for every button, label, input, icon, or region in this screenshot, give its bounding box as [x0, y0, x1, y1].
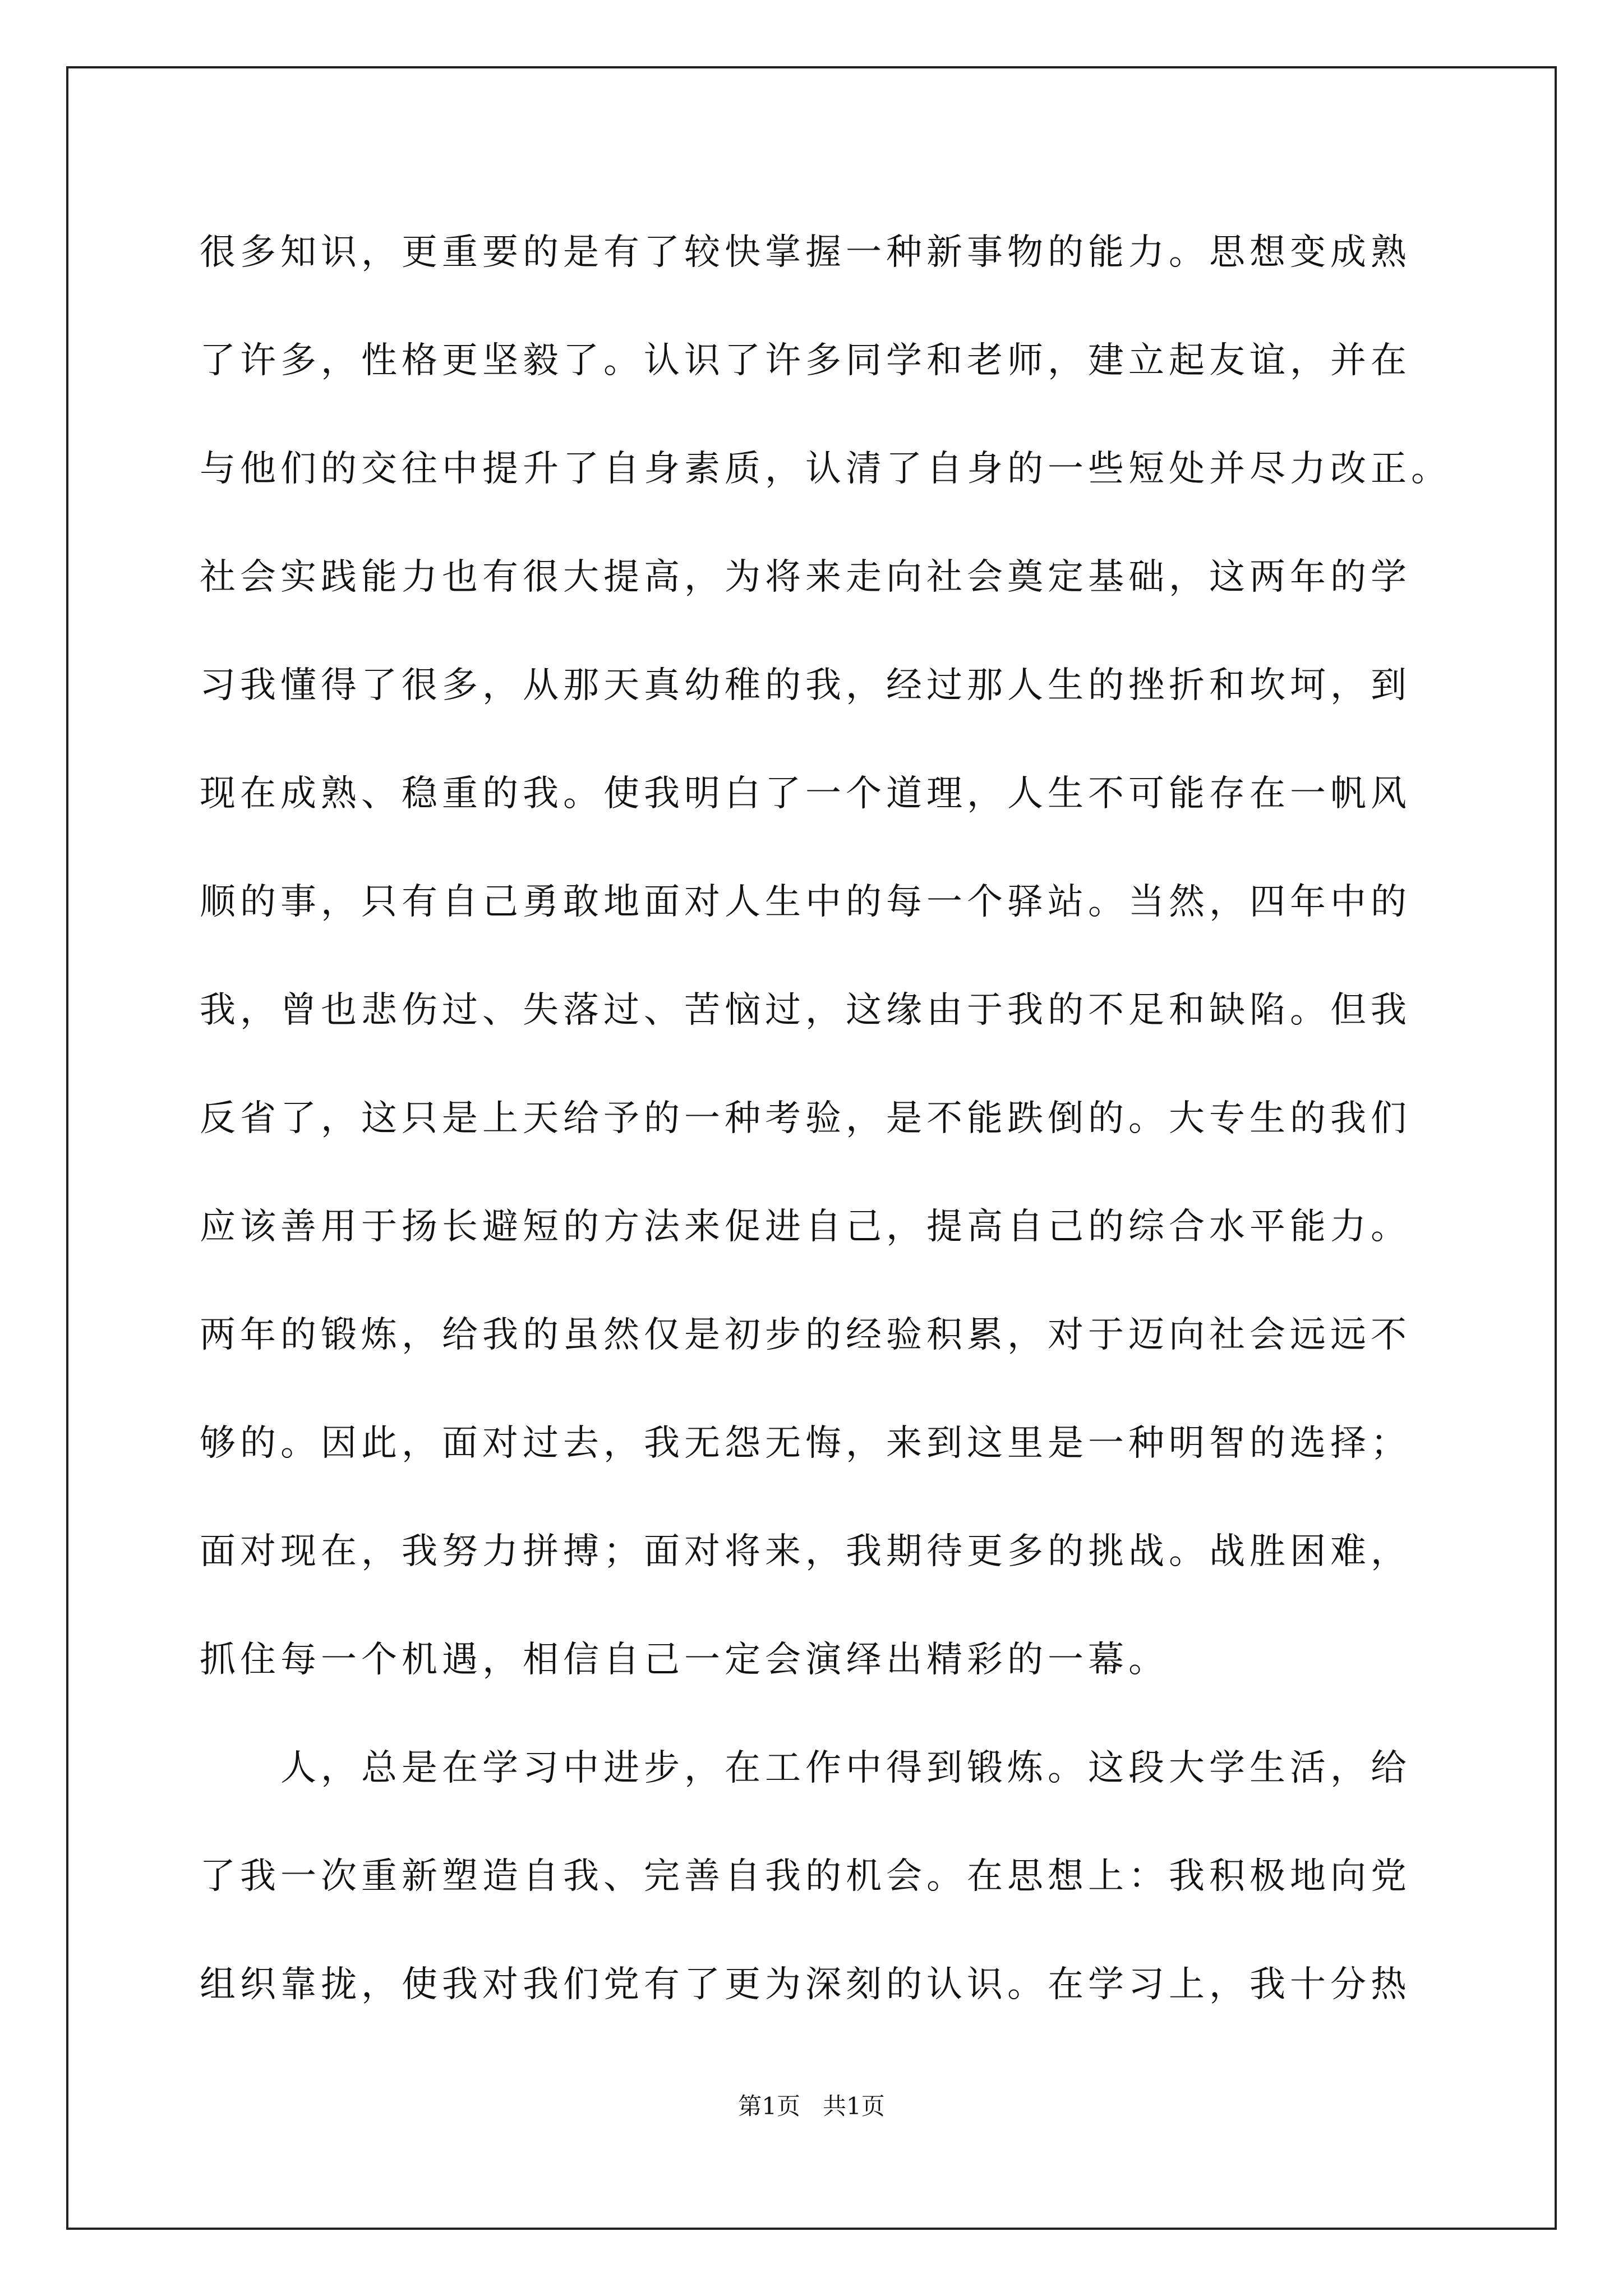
text-line: 组织靠拢，使我对我们党有了更为深刻的认识。在学习上，我十分热: [200, 1964, 1411, 2005]
text-line: 抓住每一个机遇，相信自己一定会演绎出精彩的一幕。: [200, 1639, 1169, 1681]
text-line: 习我懂得了很多，从那天真幼稚的我，经过那人生的挫折和坎坷，到: [200, 665, 1411, 706]
text-line: 反省了，这只是上天给予的一种考验，是不能跌倒的。大专生的我们: [200, 1098, 1411, 1139]
text-line: 人，总是在学习中进步，在工作中得到锻炼。这段大学生活，给: [200, 1747, 1411, 1789]
text-line: 顺的事，只有自己勇敢地面对人生中的每一个驿站。当然，四年中的: [200, 881, 1411, 923]
text-line: 应该善用于扬长避短的方法来促进自己，提高自己的综合水平能力。: [200, 1206, 1411, 1248]
text-line: 了许多，性格更坚毅了。认识了许多同学和老师，建立起友谊，并在: [200, 340, 1411, 381]
text-line: 与他们的交往中提升了自身素质，认清了自身的一些短处并尽力改正。: [200, 448, 1451, 490]
text-line: 我，曾也悲伤过、失落过、苦恼过，这缘由于我的不足和缺陷。但我: [200, 990, 1411, 1031]
text-line: 现在成熟、稳重的我。使我明白了一个道理，人生不可能存在一帆风: [200, 773, 1411, 815]
text-line: 很多知识，更重要的是有了较快掌握一种新事物的能力。思想变成熟: [200, 232, 1411, 273]
page-footer: [0, 2092, 1623, 2120]
text-line: 面对现在，我努力拼搏；面对将来，我期待更多的挑战。战胜困难，: [200, 1531, 1411, 1572]
text-line: 两年的锻炼，给我的虽然仅是初步的经验积累，对于迈向社会远远不: [200, 1314, 1411, 1356]
page-frame: [66, 66, 1557, 2230]
text-line: 社会实践能力也有很大提高，为将来走向社会奠定基础，这两年的学: [200, 556, 1411, 598]
text-line: 够的。因此，面对过去，我无怨无悔，来到这里是一种明智的选择；: [200, 1423, 1411, 1464]
page-number: 第1页: [738, 2092, 800, 2120]
text-line: 了我一次重新塑造自我、完善自我的机会。在思想上：我积极地向党: [200, 1856, 1411, 1897]
page-total: 共1页: [823, 2092, 885, 2120]
